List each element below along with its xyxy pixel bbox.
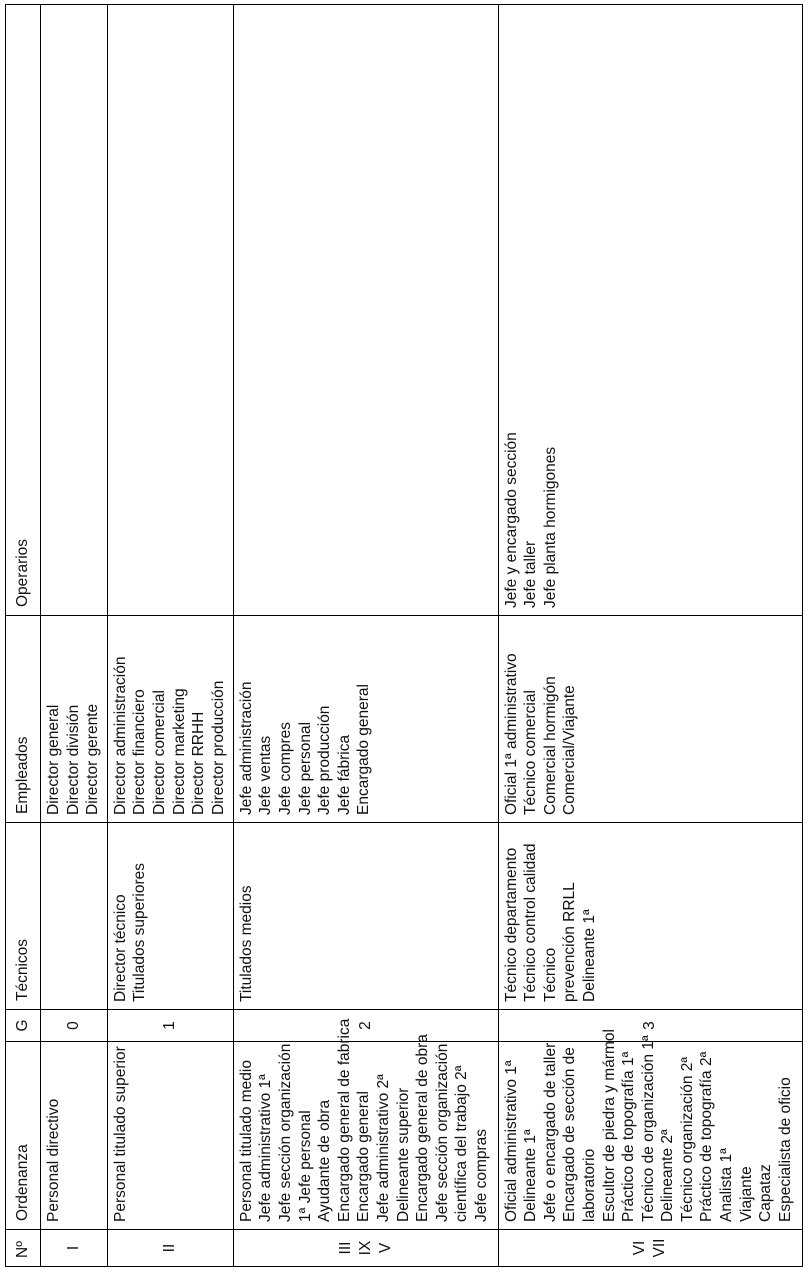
cell-tecnicos [233,823,498,1010]
cell-empleados-line: Comercial/Viajante [561,685,579,815]
cell-empleados [41,616,108,823]
cell-ordenanza-line: Escultor de piedra y mármol [600,1029,618,1222]
cell-no [233,1230,498,1267]
cell-empleados-line: Director comercial [150,690,168,815]
cell-ordenanza-line: Jefe administrativo 1ª [257,1074,275,1222]
cell-operarios [233,5,498,616]
cell-ordenanza-line: Encargado general de obra [414,1034,432,1222]
header-operarios: Operarios [6,5,41,616]
cell-ordenanza-line: 1ª Jefe personal [296,1110,314,1222]
cell-ordenanza-line: Jefe sección organización [276,1043,294,1222]
cell-empleados-line: Jefe compres [276,721,294,815]
cell-empleados-line: Comercial hormigón [541,676,559,815]
cell-tecnicos-line: Técnico [541,947,559,1002]
cell-ordenanza-line: Capataz [757,1164,775,1222]
header-empleados: Empleados [6,616,41,823]
cell-ordenanza-line: Personal titulado medio [237,1060,255,1222]
cell-tecnicos [498,823,802,1010]
cell-operarios-line: Jefe taller [522,540,540,608]
cell-no-line: III [336,1241,354,1255]
cell-no-line: I [64,1245,82,1251]
cell-operarios [498,5,802,616]
cell-empleados-line: Jefe administración [237,681,255,815]
cell-ordenanza [41,1042,108,1230]
cell-empleados-line: Director financiero [131,689,149,815]
cell-no-line: V [376,1242,394,1254]
cell-empleados-line: Director general [45,704,62,815]
header-ordenanza: Ordenanza [6,1042,41,1230]
cell-empleados-line: Director marketing [170,688,188,815]
cell-tecnicos-line: Titulados superiores [131,863,149,1002]
cell-ordenanza-line: científica del trabajo 2ª [453,1065,471,1222]
cell-tecnicos-line: Director técnico [111,894,129,1002]
cell-no-line: II [161,1243,179,1253]
cell-ordenanza-line: Jefe compras [472,1128,490,1222]
cell-empleados [107,616,233,823]
cell-ordenanza-line: Técnico de organización 1ª [639,1035,657,1222]
cell-tecnicos [107,823,233,1010]
cell-no-line: VII [651,1238,669,1258]
cell-empleados-line: Jefe producción [316,705,334,815]
categories-table [5,4,803,1267]
header-row [6,5,41,1267]
cell-group: 1 [107,1010,233,1042]
cell-tecnicos [41,823,108,1010]
cell-empleados-line: Director gerente [84,703,102,815]
cell-empleados-line: Jefe ventas [257,735,275,815]
cell-ordenanza-line: Práctico de topografía 1ª [620,1051,638,1222]
cell-operarios [41,5,108,616]
cell-group: 2 [233,1010,498,1042]
cell-empleados-line: Oficial 1ª administrativo [502,653,520,815]
table-row [233,5,498,1267]
cell-operarios [107,5,233,616]
cell-no [107,1230,233,1267]
header-g: G [6,1010,41,1042]
cell-no-line: IX [356,1240,374,1256]
cell-operarios-line: Jefe y encargado sección [502,432,520,608]
cell-ordenanza-line: Delineante superior [394,1087,412,1222]
cell-ordenanza-line: Práctico de topografía 2ª [698,1051,716,1222]
cell-ordenanza-line: laboratorio [580,1148,598,1222]
header-no: Nº [6,1230,41,1267]
cell-ordenanza-line: Delineante 1ª [522,1129,540,1222]
cell-empleados-line: Jefe personal [296,721,314,815]
cell-no-line: VI [631,1240,649,1256]
cell-no [41,1230,108,1267]
rotated-table-page [5,5,803,1267]
cell-ordenanza-line: Personal titulado superior [111,1046,129,1222]
cell-empleados-line: Encargado general [355,684,373,815]
cell-ordenanza-line: Técnico organización 2ª [678,1056,696,1222]
table-row [107,5,233,1267]
cell-no [498,1230,802,1267]
cell-empleados-line: Jefe fábrica [335,734,353,815]
cell-ordenanza-line: Encargado general [355,1091,373,1222]
cell-operarios-line: Jefe planta hormigones [541,446,559,608]
cell-group: 0 [41,1010,108,1042]
cell-tecnicos-line: Técnico control calidad [522,843,540,1002]
cell-empleados-line: Director división [64,704,82,815]
cell-ordenanza [107,1042,233,1230]
cell-ordenanza-line: Viajante [737,1166,755,1222]
cell-empleados-line: Director administración [111,656,129,815]
cell-ordenanza-line: Especialista de oficio [776,1077,794,1222]
cell-empleados [233,616,498,823]
table-row [498,5,802,1267]
cell-tecnicos-line: prevención RRLL [561,882,579,1002]
cell-ordenanza [498,1029,802,1230]
cell-ordenanza [233,1018,498,1230]
cell-tecnicos-line: Técnico departamento [502,847,520,1002]
cell-ordenanza-line: Encargado de sección de [561,1047,579,1222]
cell-ordenanza-line: Encargado general de fabrica [335,1018,353,1222]
cell-ordenanza-line: Jefe sección organización [433,1043,451,1222]
cell-empleados-line: Director producción [209,680,227,815]
header-tecnicos: Técnicos [6,823,41,1010]
cell-tecnicos-line: Delineante 1ª [580,909,598,1002]
cell-ordenanza-line: Oficial administrativo 1ª [502,1060,520,1222]
cell-group: 3 [498,1010,802,1042]
cell-ordenanza-line: Personal directivo [45,1098,62,1222]
cell-ordenanza-line: Ayudante de obra [316,1099,334,1222]
cell-empleados-line: Director RRHH [190,711,208,815]
cell-ordenanza-line: Jefe administrativo 2ª [374,1074,392,1222]
cell-ordenanza-line: Jefe o encargado de taller [541,1042,559,1222]
cell-empleados [498,616,802,823]
cell-ordenanza-line: Delineante 2ª [659,1129,677,1222]
table-row [41,5,108,1267]
cell-ordenanza-line: Analista 1ª [718,1148,736,1222]
cell-empleados-line: Técnico comercial [522,690,540,815]
cell-tecnicos-line: Titulados medios [237,885,255,1002]
